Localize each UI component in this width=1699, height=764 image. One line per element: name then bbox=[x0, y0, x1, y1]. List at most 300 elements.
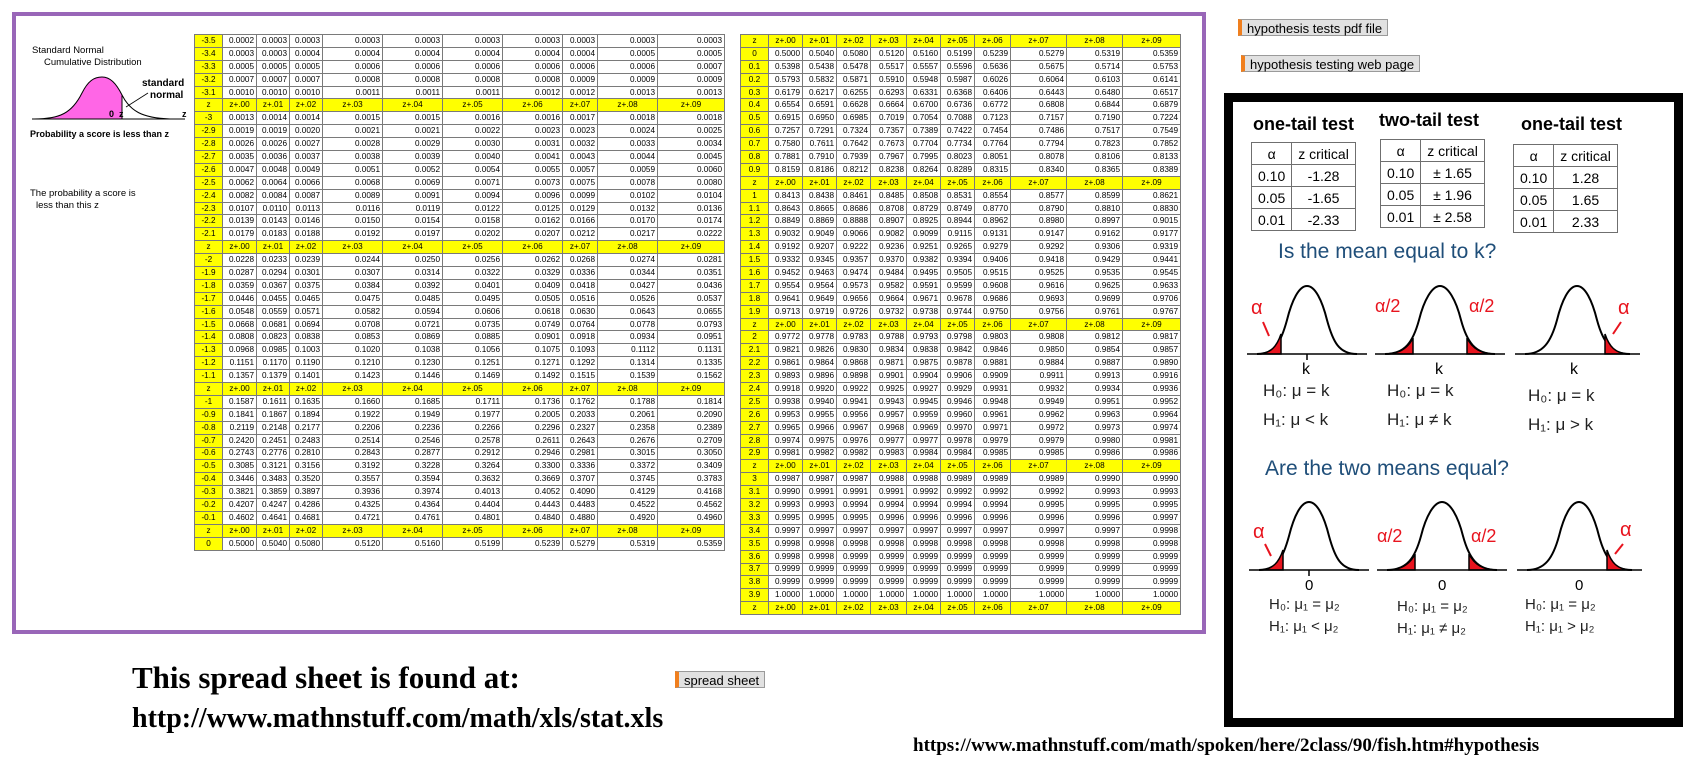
table-row bbox=[741, 73, 1181, 86]
prob-cell: 0.8790 bbox=[1011, 202, 1067, 215]
z-cell: 3.6 bbox=[741, 550, 769, 563]
legend-note bbox=[30, 188, 190, 212]
prob-cell: 0.5000 bbox=[769, 47, 803, 60]
table-header-row bbox=[195, 383, 725, 396]
prob-cell: 0.5557 bbox=[907, 60, 941, 73]
prob-cell: 0.4761 bbox=[383, 511, 443, 524]
crit-cell: 0.01 bbox=[1381, 206, 1421, 228]
curve-right-tail bbox=[1515, 272, 1640, 377]
z-cell: -3.2 bbox=[195, 73, 223, 86]
prob-cell: 0.9999 bbox=[1067, 563, 1123, 576]
z-cell: -2.2 bbox=[195, 215, 223, 228]
prob-cell: 0.1587 bbox=[223, 395, 257, 408]
legend-subtitle: Cumulative Distribution bbox=[44, 57, 142, 68]
prob-cell: 0.0202 bbox=[443, 228, 503, 241]
prob-cell: 0.8980 bbox=[1011, 215, 1067, 228]
header-cell: z+.09 bbox=[658, 524, 725, 537]
crit-cell: -1.65 bbox=[1292, 187, 1356, 209]
z-cell: -0.3 bbox=[195, 486, 223, 499]
z-cell: 3.5 bbox=[741, 537, 769, 550]
prob-cell: 0.9893 bbox=[769, 370, 803, 383]
prob-cell: 0.5438 bbox=[803, 60, 837, 73]
prob-cell: 0.9998 bbox=[1011, 537, 1067, 550]
z-cell: 1.4 bbox=[741, 241, 769, 254]
table-header-row bbox=[195, 524, 725, 537]
prob-cell: 0.9997 bbox=[803, 524, 837, 537]
header-cell: z+.02 bbox=[837, 35, 871, 48]
header-cell: z+.06 bbox=[975, 35, 1011, 48]
prob-cell: 0.9582 bbox=[871, 279, 907, 292]
prob-cell: 0.5239 bbox=[975, 47, 1011, 60]
prob-cell: 0.0040 bbox=[443, 151, 503, 164]
prob-cell: 0.8340 bbox=[1011, 163, 1067, 176]
alpha-label: α bbox=[1253, 521, 1265, 543]
prob-cell: 0.9999 bbox=[1067, 550, 1123, 563]
prob-cell: 0.4052 bbox=[503, 486, 563, 499]
prob-cell: 0.9207 bbox=[803, 241, 837, 254]
prob-cell: 0.0044 bbox=[598, 151, 658, 164]
prob-cell: 0.9918 bbox=[769, 383, 803, 396]
prob-cell: 0.0006 bbox=[563, 60, 598, 73]
prob-cell: 0.9887 bbox=[1067, 357, 1123, 370]
prob-cell: 0.4325 bbox=[323, 499, 383, 512]
header-cell: z+.03 bbox=[871, 460, 907, 473]
z-cell: 2.6 bbox=[741, 408, 769, 421]
prob-cell: 0.9982 bbox=[803, 447, 837, 460]
z-cell: -0.9 bbox=[195, 408, 223, 421]
crit-cell: 0.10 bbox=[1252, 165, 1292, 187]
mean-h0-left: H₀: μ = k bbox=[1263, 381, 1330, 400]
prob-cell: 0.0110 bbox=[257, 202, 290, 215]
prob-cell: 0.9999 bbox=[907, 576, 941, 589]
prob-cell: 0.9993 bbox=[1067, 486, 1123, 499]
prob-cell: 0.9988 bbox=[871, 473, 907, 486]
prob-cell: 0.0024 bbox=[598, 125, 658, 138]
crit-col-z: z critical bbox=[1292, 143, 1356, 165]
prob-cell: 0.9756 bbox=[1011, 305, 1067, 318]
prob-cell: 0.0643 bbox=[598, 305, 658, 318]
prob-cell: 0.9463 bbox=[803, 267, 837, 280]
table-header-row bbox=[195, 99, 725, 112]
prob-cell: 0.9693 bbox=[1011, 292, 1067, 305]
table-row bbox=[741, 524, 1181, 537]
z-cell: 3.4 bbox=[741, 524, 769, 537]
prob-cell: 0.9968 bbox=[871, 421, 907, 434]
prob-cell: 0.9977 bbox=[871, 434, 907, 447]
prob-cell: 0.9997 bbox=[871, 524, 907, 537]
prob-cell: 0.9966 bbox=[803, 421, 837, 434]
prob-cell: 0.0011 bbox=[443, 86, 503, 99]
z-cell: -3.1 bbox=[195, 86, 223, 99]
header-cell: z+.02 bbox=[290, 99, 323, 112]
prob-cell: 0.0465 bbox=[290, 292, 323, 305]
legend-axis-zero: 0 bbox=[109, 109, 115, 119]
prob-cell: 0.0013 bbox=[658, 86, 725, 99]
prob-cell: 0.0010 bbox=[223, 86, 257, 99]
prob-cell: 0.0013 bbox=[598, 86, 658, 99]
prob-cell: 0.8554 bbox=[975, 189, 1011, 202]
header-cell: z+.06 bbox=[503, 383, 563, 396]
prob-cell: 0.0032 bbox=[563, 138, 598, 151]
prob-cell: 0.6808 bbox=[1011, 99, 1067, 112]
prob-cell: 0.9979 bbox=[975, 434, 1011, 447]
table-row bbox=[195, 447, 725, 460]
prob-cell: 0.2843 bbox=[323, 447, 383, 460]
k-label: k bbox=[1302, 361, 1310, 377]
prob-cell: 0.7642 bbox=[837, 138, 871, 151]
prob-cell: 0.0197 bbox=[383, 228, 443, 241]
table-row bbox=[741, 189, 1181, 202]
prob-cell: 0.9706 bbox=[1123, 292, 1181, 305]
prob-cell: 0.6064 bbox=[1011, 73, 1067, 86]
prob-cell: 0.6517 bbox=[1123, 86, 1181, 99]
prob-cell: 0.2578 bbox=[443, 434, 503, 447]
crit-col-alpha: α bbox=[1381, 140, 1421, 162]
prob-cell: 0.0010 bbox=[290, 86, 323, 99]
prob-cell: 0.0384 bbox=[323, 279, 383, 292]
prob-cell: 0.9505 bbox=[941, 267, 975, 280]
prob-cell: 0.9999 bbox=[769, 563, 803, 576]
prob-cell: 0.9999 bbox=[907, 550, 941, 563]
crit-cell: 0.10 bbox=[1381, 162, 1421, 184]
prob-cell: 0.1423 bbox=[323, 370, 383, 383]
prob-cell: 0.0212 bbox=[563, 228, 598, 241]
prob-cell: 0.9996 bbox=[907, 511, 941, 524]
prob-cell: 0.9015 bbox=[1123, 215, 1181, 228]
z-cell: 0.1 bbox=[741, 60, 769, 73]
header-cell: z+.03 bbox=[323, 383, 383, 396]
alpha-label: α bbox=[1618, 297, 1630, 319]
prob-cell: 0.6664 bbox=[871, 99, 907, 112]
prob-cell: 0.9953 bbox=[769, 408, 803, 421]
prob-cell: 0.2546 bbox=[383, 434, 443, 447]
prob-cell: 0.9996 bbox=[871, 511, 907, 524]
prob-cell: 0.9938 bbox=[769, 395, 803, 408]
prob-cell: 0.8159 bbox=[769, 163, 803, 176]
prob-cell: 0.0080 bbox=[658, 176, 725, 189]
prob-cell: 0.9996 bbox=[975, 511, 1011, 524]
prob-cell: 0.9970 bbox=[941, 421, 975, 434]
prob-cell: 0.9913 bbox=[1067, 370, 1123, 383]
prob-cell: 0.9998 bbox=[769, 537, 803, 550]
prob-cell: 0.9965 bbox=[769, 421, 803, 434]
z-table-negative bbox=[194, 34, 725, 551]
one-tail-right-heading: one-tail test bbox=[1521, 114, 1623, 134]
prob-cell: 0.8830 bbox=[1123, 202, 1181, 215]
prob-cell: 0.9998 bbox=[907, 537, 941, 550]
prob-cell: 0.9981 bbox=[1123, 434, 1181, 447]
prob-cell: 0.9995 bbox=[1011, 499, 1067, 512]
crit-cell: -2.33 bbox=[1292, 209, 1356, 231]
prob-cell: 0.4840 bbox=[503, 511, 563, 524]
z-cell: -3.5 bbox=[195, 35, 223, 48]
prob-cell: 0.6293 bbox=[871, 86, 907, 99]
two-tail-heading: two-tail test bbox=[1379, 110, 1480, 130]
prob-cell: 0.6480 bbox=[1067, 86, 1123, 99]
header-cell: z+.04 bbox=[907, 176, 941, 189]
prob-cell: 0.9994 bbox=[975, 499, 1011, 512]
hypothesis-panel bbox=[1224, 93, 1683, 727]
prob-cell: 0.9664 bbox=[871, 292, 907, 305]
prob-cell: 0.7157 bbox=[1011, 112, 1067, 125]
prob-cell: 0.9916 bbox=[1123, 370, 1181, 383]
z-cell: -0.8 bbox=[195, 421, 223, 434]
prob-cell: 0.9993 bbox=[769, 499, 803, 512]
z-cell: 1.8 bbox=[741, 292, 769, 305]
prob-cell: 0.0418 bbox=[563, 279, 598, 292]
prob-cell: 0.8106 bbox=[1067, 151, 1123, 164]
prob-cell: 0.9998 bbox=[1123, 537, 1181, 550]
prob-cell: 0.3707 bbox=[563, 473, 598, 486]
prob-cell: 0.2420 bbox=[223, 434, 257, 447]
z-cell: 2.1 bbox=[741, 344, 769, 357]
prob-cell: 0.0043 bbox=[563, 151, 598, 164]
prob-cell: 0.7823 bbox=[1067, 138, 1123, 151]
prob-cell: 0.3745 bbox=[598, 473, 658, 486]
prob-cell: 0.9992 bbox=[975, 486, 1011, 499]
prob-cell: 0.1271 bbox=[503, 357, 563, 370]
header-cell: z+.04 bbox=[907, 35, 941, 48]
prob-cell: 0.8944 bbox=[941, 215, 975, 228]
prob-cell: 0.2643 bbox=[563, 434, 598, 447]
z-cell: 2.2 bbox=[741, 357, 769, 370]
crit-cell: 2.33 bbox=[1554, 211, 1618, 233]
k-label: k bbox=[1435, 361, 1443, 377]
alpha-half-label-right: α/2 bbox=[1469, 296, 1495, 316]
critical-table-left-tail bbox=[1251, 142, 1356, 231]
z-table-positive bbox=[740, 34, 1181, 615]
prob-cell: 0.0287 bbox=[223, 267, 257, 280]
prob-cell: 0.9995 bbox=[803, 511, 837, 524]
header-cell: z+.05 bbox=[941, 318, 975, 331]
two-means-h0-left: H₀: μ₁ = μ₂ bbox=[1269, 596, 1340, 613]
prob-cell: 0.0003 bbox=[658, 35, 725, 48]
prob-cell: 0.0139 bbox=[223, 215, 257, 228]
prob-cell: 0.0008 bbox=[443, 73, 503, 86]
prob-cell: 0.9857 bbox=[1123, 344, 1181, 357]
prob-cell: 0.9997 bbox=[1123, 511, 1181, 524]
one-tail-left-heading: one-tail test bbox=[1253, 114, 1355, 134]
prob-cell: 0.6103 bbox=[1067, 73, 1123, 86]
table-row bbox=[741, 86, 1181, 99]
prob-cell: 0.2981 bbox=[563, 447, 598, 460]
prob-cell: 0.6554 bbox=[769, 99, 803, 112]
prob-cell: 0.0007 bbox=[290, 73, 323, 86]
prob-cell: 0.3015 bbox=[598, 447, 658, 460]
crit-cell: 1.28 bbox=[1554, 167, 1618, 189]
z-cell: 1.7 bbox=[741, 279, 769, 292]
legend-caption: Probability a score is less than z bbox=[30, 129, 170, 139]
prob-cell: 0.0244 bbox=[323, 254, 383, 267]
prob-cell: 0.2946 bbox=[503, 447, 563, 460]
table-row bbox=[741, 473, 1181, 486]
prob-cell: 0.9292 bbox=[1011, 241, 1067, 254]
prob-cell: 0.3156 bbox=[290, 460, 323, 473]
prob-cell: 0.3520 bbox=[290, 473, 323, 486]
header-cell: z+.08 bbox=[1067, 460, 1123, 473]
footer-url[interactable]: http://www.mathnstuff.com/math/xls/stat.xls bbox=[132, 703, 664, 734]
prob-cell: 0.9115 bbox=[941, 228, 975, 241]
prob-cell: 0.9901 bbox=[871, 370, 907, 383]
prob-cell: 0.9972 bbox=[1011, 421, 1067, 434]
prob-cell: 0.3192 bbox=[323, 460, 383, 473]
prob-cell: 0.0455 bbox=[257, 292, 290, 305]
prob-cell: 0.0485 bbox=[383, 292, 443, 305]
prob-cell: 0.0655 bbox=[658, 305, 725, 318]
z-cell: -3.3 bbox=[195, 60, 223, 73]
prob-cell: 0.5714 bbox=[1067, 60, 1123, 73]
prob-cell: 0.0022 bbox=[443, 125, 503, 138]
prob-cell: 0.9999 bbox=[837, 576, 871, 589]
normal-curve-legend bbox=[30, 73, 190, 125]
table-row bbox=[195, 305, 725, 318]
prob-cell: 0.9949 bbox=[1011, 395, 1067, 408]
prob-cell: 0.2206 bbox=[323, 421, 383, 434]
prob-cell: 0.9616 bbox=[1011, 279, 1067, 292]
table-row bbox=[741, 499, 1181, 512]
prob-cell: 0.0375 bbox=[290, 279, 323, 292]
prob-cell: 0.5199 bbox=[941, 47, 975, 60]
prob-cell: 0.9995 bbox=[769, 511, 803, 524]
prob-cell: 0.9834 bbox=[871, 344, 907, 357]
prob-cell: 0.9993 bbox=[1123, 486, 1181, 499]
hypothesis-web-page-button[interactable]: hypothesis testing web page bbox=[1241, 55, 1420, 72]
alpha-label: α bbox=[1251, 297, 1263, 319]
prob-cell: 0.9936 bbox=[1123, 383, 1181, 396]
header-cell: z+.09 bbox=[658, 241, 725, 254]
prob-cell: 0.9999 bbox=[871, 576, 907, 589]
table-row bbox=[195, 344, 725, 357]
prob-cell: 0.9279 bbox=[975, 241, 1011, 254]
table-header-row bbox=[741, 602, 1181, 615]
prob-cell: 0.0087 bbox=[290, 189, 323, 202]
prob-cell: 0.0015 bbox=[323, 112, 383, 125]
question-mean-k: Is the mean equal to k? bbox=[1278, 240, 1497, 263]
prob-cell: 0.4443 bbox=[503, 499, 563, 512]
prob-cell: 0.0217 bbox=[598, 228, 658, 241]
prob-cell: 0.9591 bbox=[907, 279, 941, 292]
prob-cell: 0.7794 bbox=[1011, 138, 1067, 151]
curve-right-tail-2 bbox=[1517, 488, 1642, 593]
prob-cell: 0.8770 bbox=[975, 202, 1011, 215]
prob-cell: 0.5279 bbox=[563, 537, 598, 550]
prob-cell: 0.9999 bbox=[941, 563, 975, 576]
prob-cell: 0.4090 bbox=[563, 486, 598, 499]
prob-cell: 0.9991 bbox=[837, 486, 871, 499]
prob-cell: 0.0018 bbox=[658, 112, 725, 125]
prob-cell: 0.9999 bbox=[871, 563, 907, 576]
mean-h1-right: H₁: μ > k bbox=[1528, 415, 1594, 434]
prob-cell: 0.9778 bbox=[803, 331, 837, 344]
table-row bbox=[195, 357, 725, 370]
table-row bbox=[741, 138, 1181, 151]
header-cell: z+.05 bbox=[941, 35, 975, 48]
prob-cell: 0.9998 bbox=[1067, 537, 1123, 550]
prob-cell: 0.9957 bbox=[871, 408, 907, 421]
prob-cell: 0.9989 bbox=[975, 473, 1011, 486]
prob-cell: 0.0008 bbox=[383, 73, 443, 86]
prob-cell: 0.6443 bbox=[1011, 86, 1067, 99]
prob-cell: 0.9995 bbox=[837, 511, 871, 524]
prob-cell: 0.6591 bbox=[803, 99, 837, 112]
prob-cell: 0.9875 bbox=[907, 357, 941, 370]
prob-cell: 0.9992 bbox=[941, 486, 975, 499]
prob-cell: 0.1446 bbox=[383, 370, 443, 383]
crit-col-alpha: α bbox=[1252, 143, 1292, 165]
hypothesis-pdf-button[interactable]: hypothesis tests pdf file bbox=[1238, 19, 1388, 36]
source-url[interactable]: https://www.mathnstuff.com/math/spoken/here/2class/90/fish.htm#hypothesis bbox=[913, 735, 1540, 756]
prob-cell: 0.5080 bbox=[290, 537, 323, 550]
prob-cell: 0.1685 bbox=[383, 395, 443, 408]
prob-cell: 0.0146 bbox=[290, 215, 323, 228]
prob-cell: 0.9767 bbox=[1123, 305, 1181, 318]
prob-cell: 0.9952 bbox=[1123, 395, 1181, 408]
prob-cell: 0.9980 bbox=[1067, 434, 1123, 447]
prob-cell: 0.0183 bbox=[257, 228, 290, 241]
prob-cell: 0.2033 bbox=[563, 408, 598, 421]
prob-cell: 0.3936 bbox=[323, 486, 383, 499]
table-row bbox=[195, 202, 725, 215]
prob-cell: 0.9999 bbox=[1011, 576, 1067, 589]
prob-cell: 0.5279 bbox=[1011, 47, 1067, 60]
prob-cell: 0.8023 bbox=[941, 151, 975, 164]
curve-left-tail-2 bbox=[1249, 488, 1369, 593]
prob-cell: 0.1867 bbox=[257, 408, 290, 421]
prob-cell: 0.0055 bbox=[503, 163, 563, 176]
prob-cell: 0.9998 bbox=[803, 537, 837, 550]
prob-cell: 0.0004 bbox=[383, 47, 443, 60]
prob-cell: 0.0606 bbox=[443, 305, 503, 318]
header-cell: z+.08 bbox=[598, 241, 658, 254]
prob-cell: 0.8078 bbox=[1011, 151, 1067, 164]
prob-cell: 0.5793 bbox=[769, 73, 803, 86]
table-row bbox=[195, 318, 725, 331]
prob-cell: 0.0013 bbox=[223, 112, 257, 125]
prob-cell: 0.9999 bbox=[1123, 563, 1181, 576]
spread-sheet-button[interactable]: spread sheet bbox=[675, 671, 765, 688]
prob-cell: 0.9904 bbox=[907, 370, 941, 383]
header-cell: z+.00 bbox=[769, 35, 803, 48]
prob-cell: 0.5398 bbox=[769, 60, 803, 73]
prob-cell: 0.9066 bbox=[837, 228, 871, 241]
header-cell: z+.04 bbox=[383, 241, 443, 254]
prob-cell: 0.0003 bbox=[443, 35, 503, 48]
prob-cell: 0.9177 bbox=[1123, 228, 1181, 241]
crit-cell: 1.65 bbox=[1554, 189, 1618, 211]
header-cell: z+.05 bbox=[443, 383, 503, 396]
prob-cell: 0.1075 bbox=[503, 344, 563, 357]
prob-cell: 0.0012 bbox=[503, 86, 563, 99]
crit-col-alpha: α bbox=[1514, 145, 1554, 167]
prob-cell: 0.9990 bbox=[1067, 473, 1123, 486]
table-row bbox=[195, 473, 725, 486]
prob-cell: 0.1977 bbox=[443, 408, 503, 421]
prob-cell: 0.9994 bbox=[907, 499, 941, 512]
prob-cell: 0.0005 bbox=[598, 47, 658, 60]
header-cell: z+.00 bbox=[769, 460, 803, 473]
prob-cell: 0.9979 bbox=[1011, 434, 1067, 447]
prob-cell: 0.0446 bbox=[223, 292, 257, 305]
z-cell: 3.8 bbox=[741, 576, 769, 589]
prob-cell: 0.9864 bbox=[803, 357, 837, 370]
header-cell: z+.06 bbox=[503, 241, 563, 254]
prob-cell: 0.9925 bbox=[871, 383, 907, 396]
prob-cell: 0.1056 bbox=[443, 344, 503, 357]
header-cell: z+.08 bbox=[598, 383, 658, 396]
z-cell: -2.8 bbox=[195, 138, 223, 151]
prob-cell: 0.9985 bbox=[1011, 447, 1067, 460]
prob-cell: 0.0003 bbox=[598, 35, 658, 48]
